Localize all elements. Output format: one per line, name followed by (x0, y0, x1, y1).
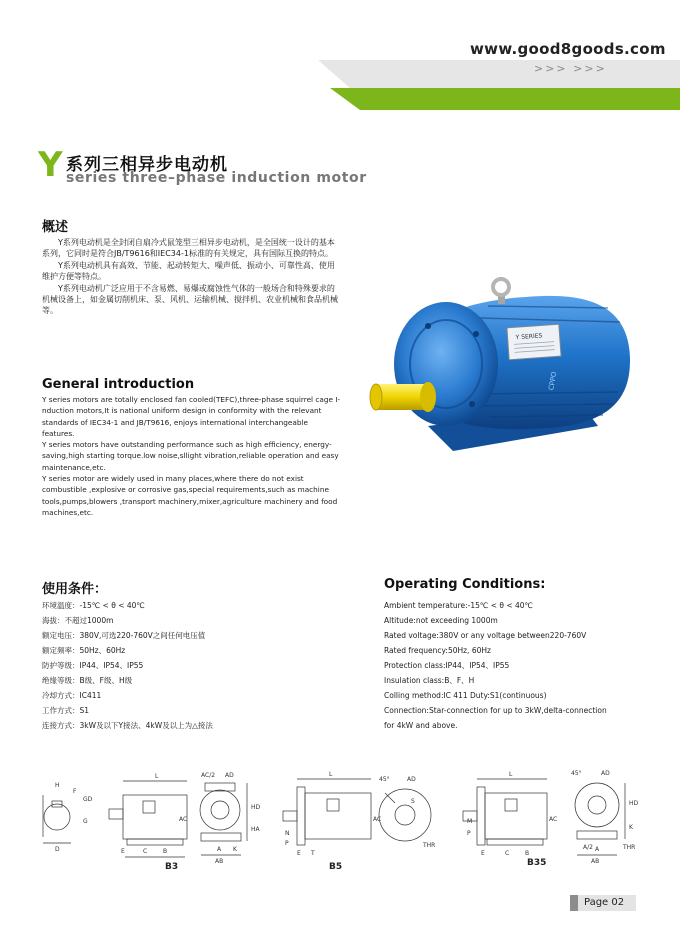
b35-side-view (463, 771, 557, 857)
condition-item: 额定频率：50Hz、60Hz (42, 646, 126, 655)
general-intro-paragraph: Y series motor are widely used in many places,where there do not exist combustible ,explosive or corrosive gas,special requirements,such as machine tools,pumps,blowers ,transport machinery,mixer,agriculture machinery and food machines,etc. (42, 474, 338, 517)
svg-text:C: C (143, 848, 148, 855)
motor-photo (368, 276, 648, 456)
general-intro-paragraph: Y series motors are totally enclosed fan cooled(TEFC),three-phase squirrel cage I-nduction motors,It is national uniform design in conformity with the relevant standards of IEC34-1 and JB/T9616, enjoys international interchangeable features. (42, 395, 341, 438)
overview-paragraph: Y系列电动机是全封闭自扇冷式鼠笼型三相异步电动机，是全国统一设计的基本系列，它同时是符合JB/T9616和IEC34-1标准的有关规定，具有国际互换的特点。 (42, 238, 335, 259)
condition-item: 工作方式：S1 (42, 706, 90, 715)
chevron-decoration: >>> >>> (534, 62, 607, 75)
title-y-letter: Y (38, 145, 63, 185)
svg-text:AC: AC (373, 816, 382, 823)
svg-text:THR: THR (623, 844, 636, 851)
condition-item: 防护等级：IP44、IP54、IP55 (42, 661, 144, 670)
svg-text:HD: HD (629, 800, 639, 807)
overview-paragraph: Y系列电动机具有高效、节能、起动转矩大、噪声低、振动小、可靠性高、使用维护方便等特点。 (42, 260, 335, 282)
b3-side-view (109, 773, 187, 857)
svg-text:G: G (83, 818, 88, 825)
svg-text:AD: AD (601, 770, 610, 777)
overview-heading: 概述 (42, 220, 69, 235)
svg-text:K: K (629, 824, 633, 831)
svg-text:P: P (285, 840, 289, 847)
condition-item: Altitude:not exceeding 1000m (384, 616, 498, 625)
svg-text:B: B (163, 848, 168, 855)
condition-item: Ambient temperature:-15℃ < θ < 40℃ (384, 601, 533, 610)
condition-item: Rated frequency:50Hz, 60Hz (384, 646, 491, 655)
b35-end-view (571, 770, 639, 865)
b3-label: B3 (165, 862, 179, 872)
svg-text:F: F (73, 788, 77, 795)
page-title-chinese: 系列三相异步电动机 (66, 155, 228, 175)
nameplate-text: Y SERIES (515, 332, 543, 342)
condition-item: for 4kW and above. (384, 721, 458, 730)
condition-item: 冷却方式：IC411 (42, 691, 102, 700)
svg-text:THR: THR (423, 842, 436, 849)
conditions-list-chinese (42, 598, 213, 733)
page-title-english: series three–phase induction motor (66, 170, 367, 186)
svg-text:AD: AD (407, 776, 416, 783)
general-intro-paragraph: Y series motors have outstanding performance such as high efficiency, energy-saving,high starting torque.low noise,sllight vibration,reliable operation and easy maintenance,etc. (42, 440, 339, 472)
b35-label: B35 (527, 858, 547, 868)
svg-text:E: E (481, 850, 485, 857)
svg-text:A/2: A/2 (583, 844, 593, 851)
svg-text:GD: GD (83, 796, 93, 803)
svg-text:K: K (233, 846, 237, 853)
svg-text:N: N (285, 830, 290, 837)
svg-text:P: P (467, 830, 471, 837)
page-number: Page 02 (584, 897, 625, 908)
condition-item: 绝缘等级：B级、F级、H级 (42, 676, 133, 685)
svg-text:HA: HA (251, 826, 260, 833)
svg-text:HD: HD (251, 804, 261, 811)
condition-item: Connection:Star-connection for up to 3kW,delta-connection (384, 706, 607, 715)
b5-side-view (283, 771, 381, 857)
svg-text:M: M (467, 818, 473, 825)
condition-item: 连接方式：3kW及以下Y接法、4kW及以上为△接法 (42, 721, 213, 730)
condition-item: Colling method:IC 411 Duty:S1(continuous) (384, 691, 547, 700)
svg-text:D: D (55, 846, 60, 853)
conditions-heading-english: Operating Conditions: (384, 577, 546, 592)
svg-text:A: A (595, 846, 600, 853)
svg-text:AB: AB (215, 858, 224, 865)
svg-text:L: L (509, 771, 513, 778)
svg-text:E: E (297, 850, 301, 857)
motor-nameplate (507, 324, 561, 360)
svg-text:S: S (411, 798, 415, 805)
svg-text:AD: AD (225, 772, 234, 779)
svg-text:AB: AB (591, 858, 600, 865)
svg-text:A: A (217, 846, 222, 853)
condition-item: Protection class:IP44、IP54、IP55 (384, 661, 510, 670)
svg-text:L: L (155, 773, 159, 780)
overview-text (42, 237, 342, 317)
motor-shaft (370, 382, 436, 412)
condition-item: Insulation class:B、F、H (384, 676, 475, 685)
shaft-key-section (43, 782, 93, 853)
general-intro-text (42, 394, 342, 518)
svg-text:L: L (329, 771, 333, 778)
general-intro-heading: General introduction (42, 377, 195, 392)
page-number-marker (570, 895, 578, 911)
conditions-heading-chinese: 使用条件： (42, 582, 108, 597)
svg-text:E: E (121, 848, 125, 855)
motor-brand: CPPO (547, 371, 559, 391)
condition-item: 海拔：不超过1000m (42, 616, 114, 625)
conditions-list-english (384, 598, 607, 733)
dimension-drawings (35, 765, 645, 875)
svg-text:T: T (311, 850, 315, 857)
svg-text:B: B (525, 850, 530, 857)
b5-flange-view (379, 776, 435, 849)
svg-text:C: C (505, 850, 510, 857)
svg-text:45°: 45° (379, 776, 390, 783)
svg-text:AC: AC (549, 816, 558, 823)
overview-paragraph: Y系列电动机广泛应用于不含易燃、易爆或腐蚀性气体的一般场合和特殊要求的机械设备上，如金属切削机床、泵、风机、运输机械、搅拌机、农业机械和食品机械等。 (42, 283, 338, 316)
header-grey-stripe (318, 60, 680, 88)
condition-item: Rated voltage:380V or any voltage between220-760V (384, 631, 587, 640)
svg-text:AC/2: AC/2 (201, 772, 216, 779)
site-url[interactable]: www.good8goods.com (470, 40, 666, 58)
header-green-stripe (330, 88, 680, 110)
svg-text:H: H (55, 782, 60, 789)
condition-item: 环境温度：-15℃ < θ < 40℃ (42, 601, 145, 610)
svg-text:45°: 45° (571, 770, 582, 777)
b5-label: B5 (329, 862, 343, 872)
svg-text:AC: AC (179, 816, 188, 823)
b3-end-view (200, 772, 261, 865)
condition-item: 额定电压：380V,可选220-760V之间任何电压值 (42, 631, 206, 640)
